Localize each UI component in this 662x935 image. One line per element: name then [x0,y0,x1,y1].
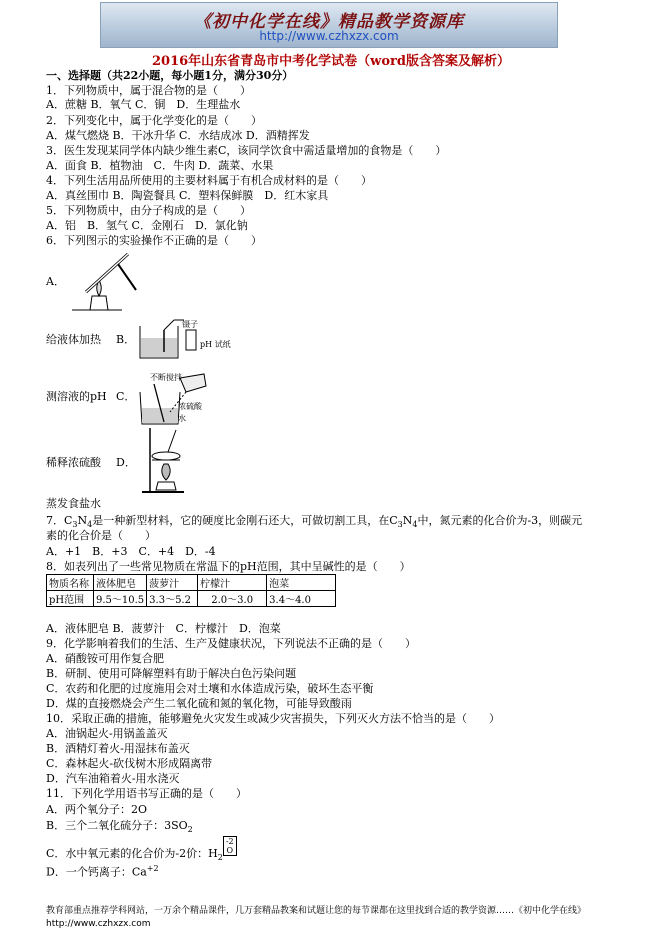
q8-stem: 8．如表列出了一些常见物质在常温下的pH范围，其中呈碱性的是（ ） [46,560,411,573]
valence-box: -2 O [223,836,237,856]
table-row [47,591,336,607]
table-header-row [47,575,336,591]
q6-option-d-label: D． [116,456,136,469]
q6-option-b-label: B． [116,333,136,346]
q2-options: A．煤气燃烧 B．干冰升华 C．水结成冰 D．酒精挥发 [46,129,310,142]
q6-option-a-caption: 给液体加热 [46,333,101,346]
q9-option-c: C．农药和化肥的过度施用会对土壤和水体造成污染，破坏生态平衡 [46,682,374,695]
q9-option-d: D．煤的直接燃烧会产生二氧化硫和氮的氧化物，可能导致酸雨 [46,697,352,710]
q11-option-b: B．三个二氧化硫分子：$3SO_2$ [46,819,193,835]
page-footer: 教育部重点推荐学科网站，一万余个精品课件，几万套精品教案和试题让您的每节课都在这里找到合适的教学资源……《初中化学在线》http://www.czhxzx.com [46,906,587,929]
q11-option-d: D．一个钙离子：$Ca^{+2}$ [46,864,159,879]
q6-option-d-caption: 蒸发食盐水 [46,497,101,510]
q9-option-a: A．硝酸铵可用作复合肥 [46,652,164,665]
document-title: 2016年山东省青岛市中考化学试卷（word版含答案及解析） [152,54,510,69]
q4-options: A．真丝围巾 B．陶瓷餐具 C．塑料保鲜膜 D．红木家具 [46,189,329,202]
q11-option-c: C．水中氧元素的化合价为-2价：$H_2-2$ O [46,840,237,865]
banner-url[interactable]: http://www.czhxzx.com [259,29,399,43]
table-cell: 菠萝汁 [147,575,198,591]
tweezers-label: 镊子 [182,320,198,329]
q7-stem: 7．$C_3N_4$是一种新型材料，它的硬度比金刚石还大，可做切割工具，在$C_3N_4$中，氮元素的化合价为-3，则碳元 [46,514,583,530]
q5-options: A．铝 B．氢气 C．金刚石 D．氯化钠 [46,219,248,232]
q8-options: A．液体肥皂 B．菠萝汁 C．柠檬汁 D．泡菜 [46,622,281,635]
q2-stem: 2．下列变化中，属于化学变化的是（ ） [46,114,262,127]
ph-table [46,574,336,607]
q10-option-c: C．森林起火-砍伐树木形成隔离带 [46,757,213,770]
q3-stem: 3．医生发现某同学体内缺少维生素C，该同学饮食中需适量增加的食物是（ ） [46,144,447,157]
table-cell: 物质名称 [47,575,94,591]
q7-stem-cont: 素的化合价是（ ） [46,529,156,542]
table-cell: 3.3～5.2 [147,591,198,607]
q1-stem: 1．下列物质中，属于混合物的是（ ） [46,84,251,97]
site-banner [100,2,558,48]
table-cell: 泡菜 [267,575,336,591]
table-cell: pH范围 [47,591,94,607]
evaporation-figure [138,426,188,498]
q6-option-a-label: A． [46,275,65,288]
q3-options: A．面食 B．植物油 C．牛肉 D．蔬菜、水果 [46,159,274,172]
q6-option-c-caption: 稀释浓硫酸 [46,456,101,469]
table-cell: 液体肥皂 [94,575,147,591]
q6-option-b-caption: 测溶液的pH [46,390,107,403]
banner-title: 《初中化学在线》精品教学资源库 [194,12,464,32]
q11-stem: 11．下列化学用语书写正确的是（ ） [46,787,247,800]
q10-option-b: B．酒精灯着火-用湿抹布盖灭 [46,742,190,755]
table-cell: 柠檬汁 [198,575,267,591]
q1-options: A．蔗糖 B．氧气 C．铜 D．生理盐水 [46,98,241,111]
q5-stem: 5．下列物质中，由分子构成的是（ ） [46,204,251,217]
ph-paper-label: pH 试纸 [200,340,231,349]
table-cell: 9.5～10.5 [94,591,147,607]
q11-option-a: A．两个氧分子：2O [46,803,147,816]
water-label: 水 [178,414,186,423]
q9-option-b: B．研制、使用可降解塑料有助于解决白色污染问题 [46,667,297,680]
table-cell: 3.4～4.0 [267,591,336,607]
section-heading: 一、选择题（共22小题，每小题1分，满分30分） [46,69,294,82]
q4-stem: 4．下列生活用品所使用的主要材料属于有机合成材料的是（ ） [46,174,372,187]
q10-option-d: D．汽车油箱着火-用水浇灭 [46,772,180,785]
table-cell: 2.0～3.0 [198,591,267,607]
heating-liquid-figure [62,250,142,316]
q6-stem: 6．下列图示的实验操作不正确的是（ ） [46,234,262,247]
q7-options: A．+1 B．+3 C．+4 D．-4 [46,545,216,558]
q9-stem: 9．化学影响着我们的生活、生产及健康状况，下列说法不正确的是（ ） [46,637,416,650]
q6-option-c-label: C． [116,390,136,403]
stir-label: 不断搅拌 [150,373,182,382]
q10-stem: 10．采取正确的措施，能够避免火灾发生或减少灾害损失，下列灭火方法不恰当的是（ ） [46,712,500,725]
conc-acid-label: 浓硫酸 [178,402,202,411]
q10-option-a: A．油锅起火-用锅盖盖灭 [46,727,168,740]
